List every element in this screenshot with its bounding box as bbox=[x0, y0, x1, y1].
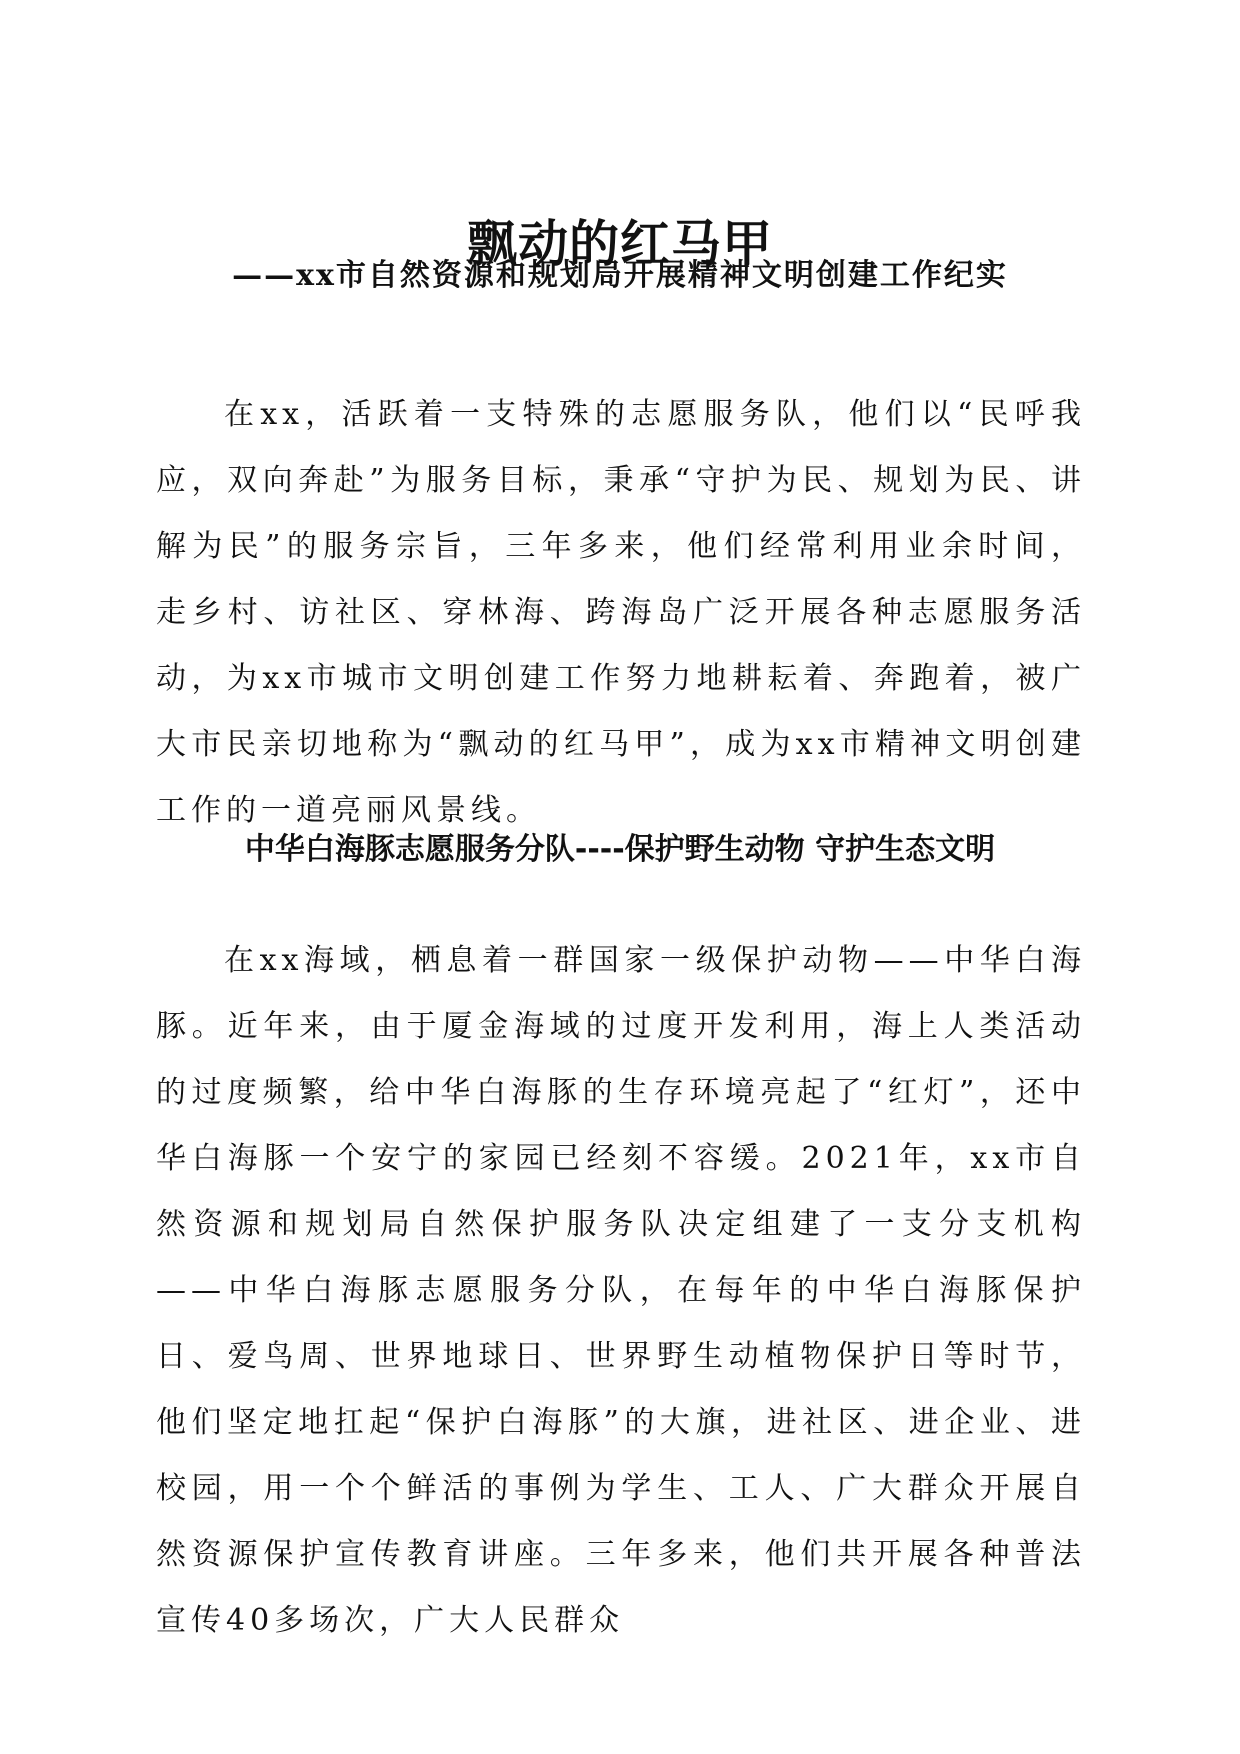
body-paragraph: 在xx海域，栖息着一群国家一级保护动物——中华白海豚。近年来，由于厦金海域的过度开发利用，海上人类活动的过度频繁，给中华白海豚的生存环境亮起了“红灯”，还中华白海豚一个安宁的家园已经刻不容缓。2021年，xx市自然资源和规划局自然保护服务队决定组建了一支分支机构——中华白海豚志愿服务分队，在每年的中华白海豚保护日、爱鸟周、世界地球日、世界野生动植物保护日等时节，他们坚定地扛起“保护白海豚”的大旗，进社区、进企业、进校园，用一个个鲜活的事例为学生、工人、广大群众开展自然资源保护宣传教育讲座。三年多来，他们共开展各种普法宣传40多场次，广大人民群众 bbox=[156, 943, 1086, 1638]
document-subtitle: ——xx市自然资源和规划局开展精神文明创建工作纪实 bbox=[232, 258, 1008, 293]
document-title: 飘动的红马甲 bbox=[467, 213, 773, 273]
intro-paragraph: 在xx，活跃着一支特殊的志愿服务队，他们以“民呼我应，双向奔赴”为服务目标，秉承“守护为民、规划为民、讲解为民”的服务宗旨，三年多来，他们经常利用业余时间，走乡村、访社区、穿林海、跨海岛广泛开展各种志愿服务活动，为xx市城市文明创建工作努力地耕耘着、奔跑着，被广大市民亲切地称为“飘动的红马甲”，成为xx市精神文明创建工作的一道亮丽风景线。 bbox=[156, 397, 1086, 828]
section-heading: 中华白海豚志愿服务分队----保护野生动物 守护生态文明 bbox=[244, 831, 996, 867]
